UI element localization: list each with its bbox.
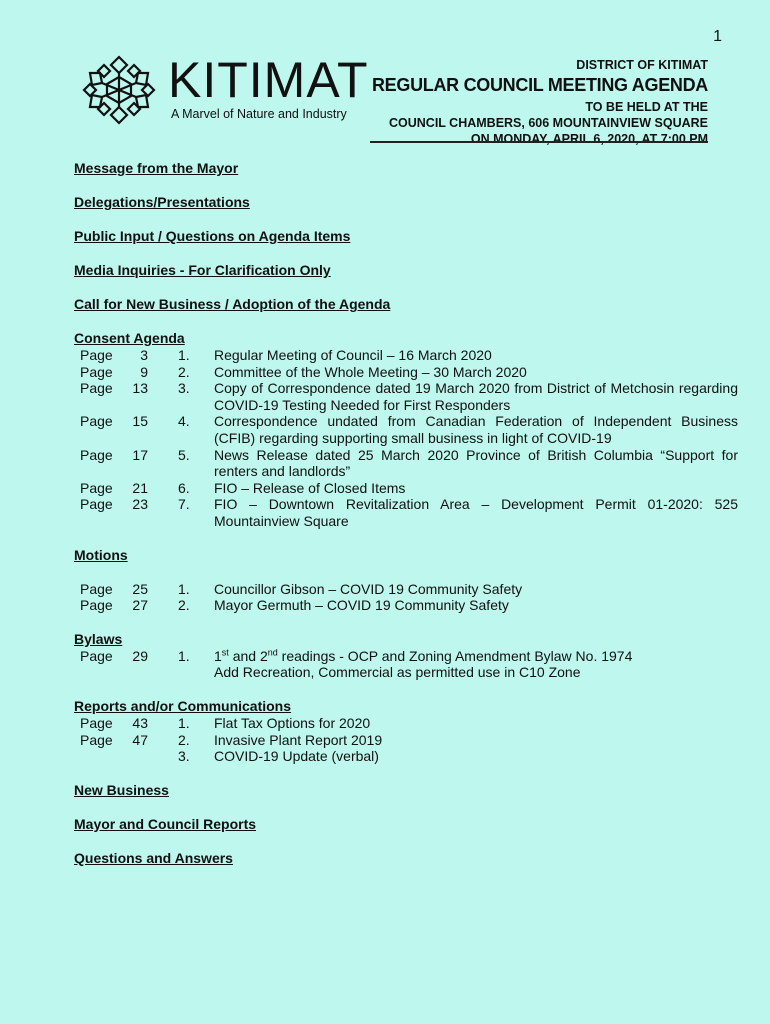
list-item: Page 47 2. Invasive Plant Report 2019: [80, 731, 383, 748]
section-motions: Motions: [74, 546, 128, 563]
page-number: 1: [713, 28, 722, 45]
list-item: Page 9 2. Committee of the Whole Meeting – 30 March 2020: [80, 363, 527, 380]
section-mayor-message: Message from the Mayor: [74, 160, 239, 176]
list-item: Page 27 2. Mayor Germuth – COVID 19 Community Safety: [80, 597, 509, 614]
section-questions: Questions and Answers: [74, 849, 233, 866]
logo-tagline: A Marvel of Nature and Industry: [171, 107, 347, 121]
section-bylaws: Bylaws: [74, 630, 123, 647]
section-reports: Reports and/or Communications: [74, 697, 292, 714]
agenda-title: REGULAR COUNCIL MEETING AGENDA: [371, 75, 708, 95]
header-divider: [370, 141, 708, 143]
list-item: 3. COVID-19 Update (verbal): [178, 748, 379, 765]
section-new-business: New Business: [74, 781, 169, 798]
list-item: Page 25 1. Councillor Gibson – COVID 19 Community Safety: [80, 580, 523, 597]
list-item: Page 13 3. Copy of Correspondence dated 19 March 2020 from District of Metchosin regarding COVID-19 Testing Needed for First Responders: [80, 380, 738, 413]
report-item-list: [74, 715, 738, 765]
meeting-line-1: TO BE HELD AT THE: [585, 100, 708, 114]
section-consent-agenda: Consent Agenda: [74, 330, 185, 346]
kitimat-logo: [80, 52, 369, 125]
logo-wordmark: KITIMAT: [168, 52, 369, 108]
consent-item-list: [74, 347, 738, 530]
section-call-new-business: Call for New Business / Adoption of the Agenda: [74, 296, 391, 312]
district-name: DISTRICT OF KITIMAT: [576, 58, 708, 72]
list-item: Page 3 1. Regular Meeting of Council – 16 March 2020: [80, 347, 492, 363]
meeting-line-3: ON MONDAY, APRIL 6, 2020, AT 7:00 PM: [470, 132, 708, 146]
snowflake-logo-icon: [80, 55, 158, 125]
agenda-body: [74, 160, 738, 867]
motion-item-list: [74, 581, 738, 614]
list-item: Page 43 1. Flat Tax Options for 2020: [80, 714, 371, 731]
list-item: Page 29 1. 1st and 2nd readings - OCP and Zoning Amendment Bylaw No. 1974 Add Recreation, Commercial as permitted use in C10 Zone: [80, 647, 633, 681]
section-public-input: Public Input / Questions on Agenda Items: [74, 228, 351, 244]
section-council-reports: Mayor and Council Reports: [74, 815, 257, 832]
list-item: Page 15 4. Correspondence undated from Canadian Federation of Independent Business (CFIB) regarding supporting small business in light of COVID-19: [80, 413, 738, 446]
meeting-details: [372, 99, 708, 147]
section-delegations: Delegations/Presentations: [74, 194, 250, 210]
agenda-header: [372, 58, 708, 147]
section-media-inquiries: Media Inquiries - For Clarification Only: [74, 262, 331, 278]
list-item: Page 21 6. FIO – Release of Closed Items: [80, 479, 406, 496]
list-item: Page 23 7. FIO – Downtown Revitalization Area – Development Permit 01-2020: 525 Mountainview Square: [80, 496, 738, 529]
list-item: Page 17 5. News Release dated 25 March 2020 Province of British Columbia “Support for renters and landlords”: [80, 446, 738, 480]
meeting-line-2: COUNCIL CHAMBERS, 606 MOUNTAINVIEW SQUARE: [388, 116, 708, 130]
